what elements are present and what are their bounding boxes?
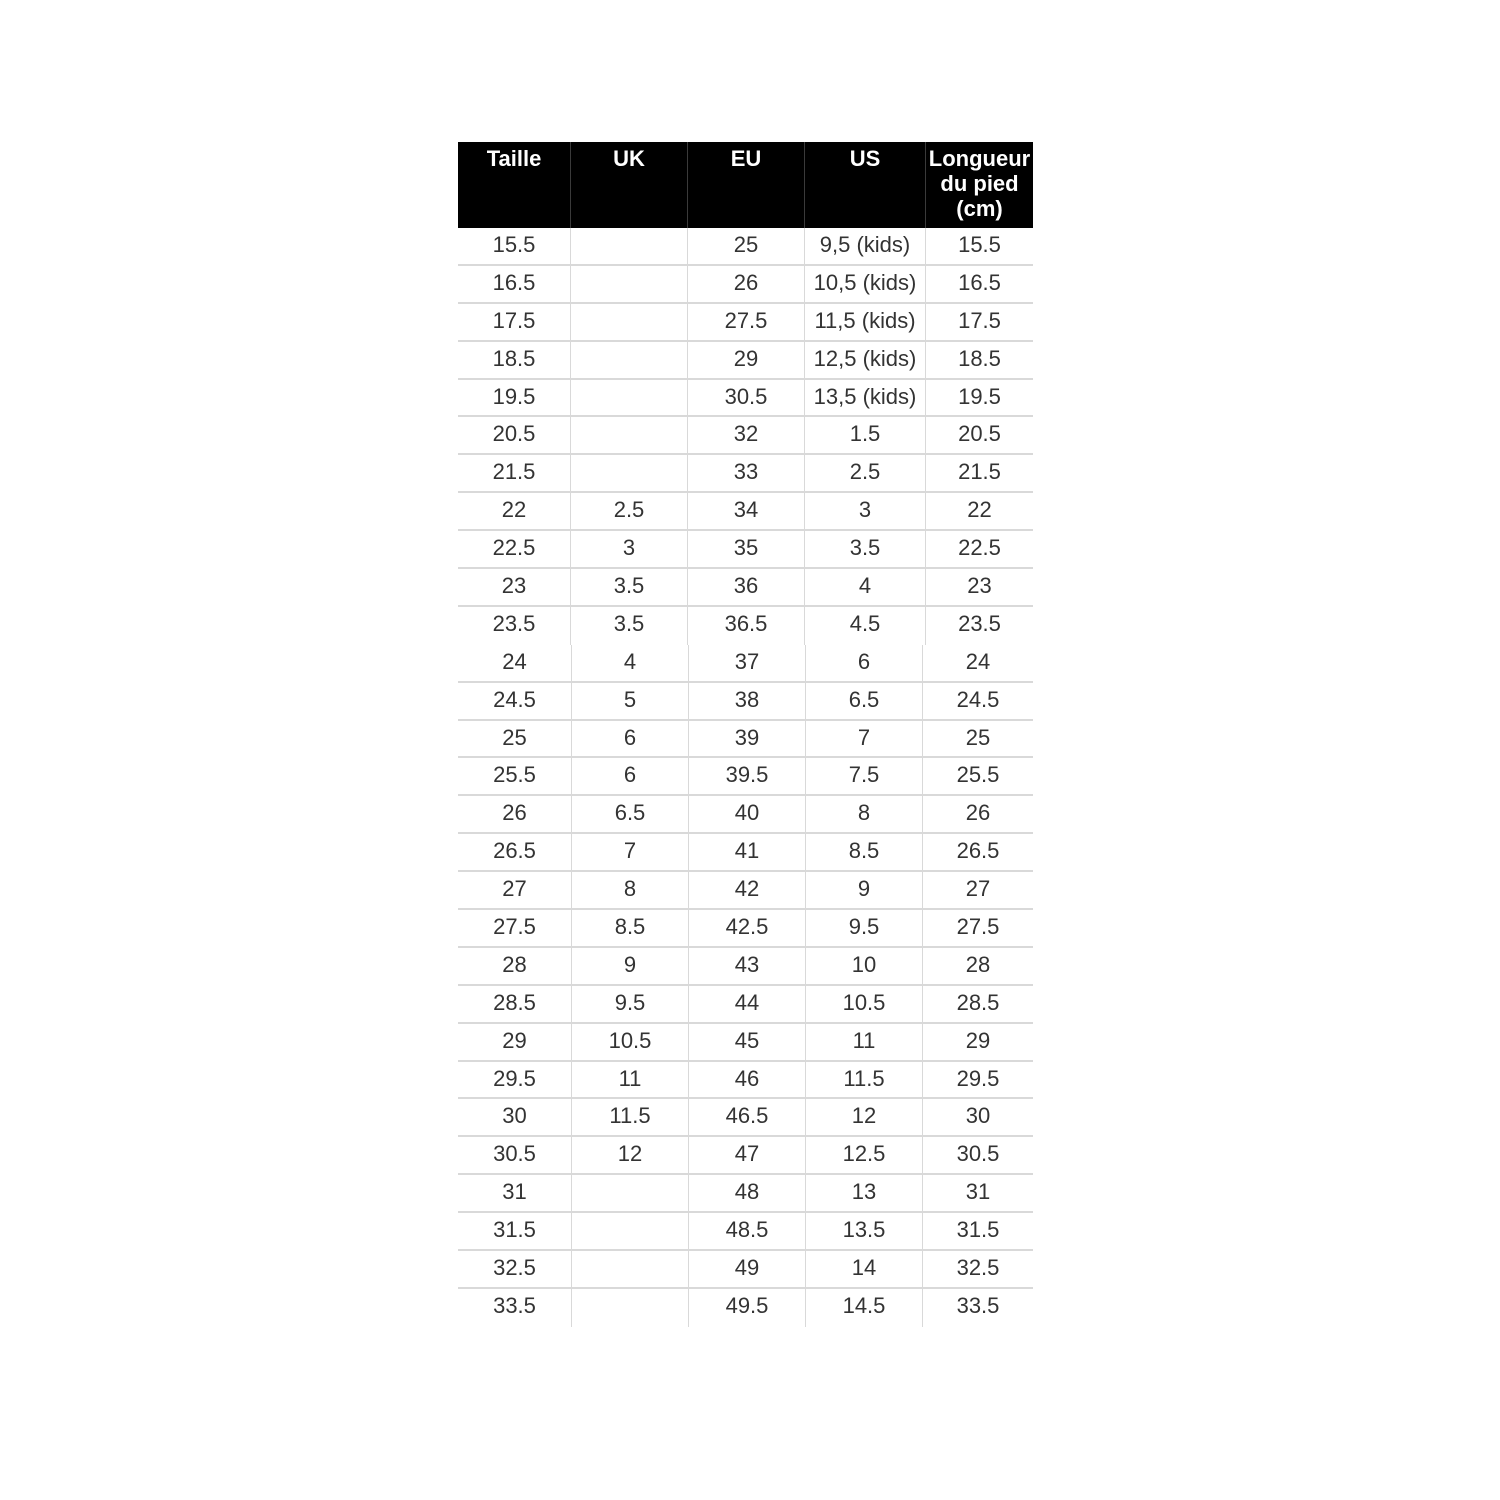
cell-longueur: 31 <box>965 1179 991 1205</box>
cell-uk <box>571 228 688 264</box>
cell-us: 2.5 <box>805 455 926 491</box>
cell-eu: 47 <box>689 1137 806 1173</box>
cell-uk: 12 <box>572 1137 689 1173</box>
cell-uk <box>572 1289 689 1327</box>
cell-eu: 34 <box>688 493 805 529</box>
cell-taille: 25 <box>458 721 572 757</box>
cell-longueur: 24.5 <box>956 686 1000 712</box>
table-row <box>458 380 1033 418</box>
cell-eu: 30.5 <box>688 380 805 416</box>
cell-us: 13.5 <box>806 1213 923 1249</box>
cell-us: 14 <box>806 1251 923 1287</box>
cell-eu: 48.5 <box>689 1213 806 1249</box>
cell-taille: 29.5 <box>458 1062 572 1098</box>
cell-eu: 38 <box>689 683 806 719</box>
cell-uk: 8.5 <box>572 910 689 946</box>
cell-eu: 43 <box>689 948 806 984</box>
cell-longueur: 31.5 <box>956 1217 1000 1243</box>
cell-uk: 9 <box>572 948 689 984</box>
cell-taille: 32.5 <box>458 1251 572 1287</box>
cell-us: 9 <box>806 872 923 908</box>
cell-longueur: 29 <box>965 1027 991 1053</box>
cell-longueur: 23.5 <box>958 610 1001 636</box>
cell-uk: 5 <box>572 683 689 719</box>
cell-taille: 31 <box>458 1175 572 1211</box>
cell-taille: 28 <box>458 948 572 984</box>
cell-us: 8 <box>806 796 923 832</box>
cell-longueur: 19.5 <box>958 383 1001 409</box>
cell-uk: 10.5 <box>572 1024 689 1060</box>
table-body-top <box>458 228 1033 645</box>
cell-uk: 11 <box>572 1062 689 1098</box>
table-row <box>458 645 1033 683</box>
table-row <box>458 872 1033 910</box>
table-row <box>458 683 1033 721</box>
cell-longueur: 21.5 <box>958 459 1001 485</box>
cell-taille: 31.5 <box>458 1213 572 1249</box>
table-row <box>458 342 1033 380</box>
cell-taille: 23.5 <box>458 607 571 645</box>
cell-us: 13,5 (kids) <box>805 380 926 416</box>
cell-us: 13 <box>806 1175 923 1211</box>
cell-eu: 49 <box>689 1251 806 1287</box>
cell-eu: 32 <box>688 417 805 453</box>
cell-us: 3.5 <box>805 531 926 567</box>
cell-taille: 16.5 <box>458 266 571 302</box>
table-row <box>458 796 1033 834</box>
cell-taille: 17.5 <box>458 304 571 340</box>
table-row <box>458 910 1033 948</box>
table-row <box>458 228 1033 266</box>
cell-us: 10,5 (kids) <box>805 266 926 302</box>
header-longueur-pied: Longueur du pied (cm) <box>928 146 1031 221</box>
cell-eu: 45 <box>689 1024 806 1060</box>
cell-uk <box>571 342 688 378</box>
cell-us: 6.5 <box>806 683 923 719</box>
cell-taille: 26 <box>458 796 572 832</box>
cell-longueur: 15.5 <box>958 232 1001 257</box>
cell-eu: 40 <box>689 796 806 832</box>
cell-longueur: 27 <box>965 876 991 902</box>
table-row <box>458 455 1033 493</box>
table-row <box>458 1099 1033 1137</box>
cell-us: 9.5 <box>806 910 923 946</box>
table-row <box>458 607 1033 645</box>
cell-eu: 27.5 <box>688 304 805 340</box>
table-row <box>458 1251 1033 1289</box>
header-eu: EU <box>688 142 805 228</box>
cell-us: 1.5 <box>805 417 926 453</box>
table-row <box>458 531 1033 569</box>
cell-eu: 44 <box>689 986 806 1022</box>
cell-eu: 33 <box>688 455 805 491</box>
cell-uk: 8 <box>572 872 689 908</box>
cell-uk <box>571 455 688 491</box>
cell-taille: 24.5 <box>458 683 572 719</box>
cell-eu: 39.5 <box>689 758 806 794</box>
cell-longueur: 26 <box>965 800 991 826</box>
cell-us: 11,5 (kids) <box>805 304 926 340</box>
cell-us: 7 <box>806 721 923 757</box>
table-row <box>458 1062 1033 1100</box>
cell-taille: 28.5 <box>458 986 572 1022</box>
cell-longueur: 27.5 <box>956 914 1000 940</box>
cell-longueur: 26.5 <box>956 838 1000 864</box>
cell-uk <box>572 1251 689 1287</box>
table-row <box>458 986 1033 1024</box>
header-uk: UK <box>571 142 688 228</box>
cell-uk <box>571 266 688 302</box>
cell-longueur: 22 <box>967 497 992 523</box>
table-row <box>458 721 1033 759</box>
cell-longueur: 32.5 <box>956 1255 1000 1281</box>
cell-us: 12,5 (kids) <box>805 342 926 378</box>
cell-eu: 29 <box>688 342 805 378</box>
cell-eu: 39 <box>689 721 806 757</box>
table-row <box>458 1213 1033 1251</box>
cell-uk: 3.5 <box>571 607 688 645</box>
table-row <box>458 1289 1033 1327</box>
cell-taille: 30.5 <box>458 1137 572 1173</box>
cell-uk <box>572 1213 689 1249</box>
cell-taille: 22 <box>458 493 571 529</box>
cell-taille: 30 <box>458 1099 572 1135</box>
cell-longueur: 30.5 <box>956 1141 1000 1167</box>
table-row <box>458 1175 1033 1213</box>
header-row <box>458 142 1033 228</box>
cell-uk <box>571 417 688 453</box>
table-row <box>458 834 1033 872</box>
table-row <box>458 417 1033 455</box>
cell-us: 8.5 <box>806 834 923 870</box>
cell-uk <box>571 380 688 416</box>
cell-eu: 49.5 <box>689 1289 806 1327</box>
cell-eu: 42 <box>689 872 806 908</box>
cell-uk <box>571 304 688 340</box>
cell-taille: 20.5 <box>458 417 571 453</box>
cell-taille: 18.5 <box>458 342 571 378</box>
cell-taille: 22.5 <box>458 531 571 567</box>
cell-uk: 6 <box>572 721 689 757</box>
table-row <box>458 304 1033 342</box>
cell-taille: 27 <box>458 872 572 908</box>
cell-longueur: 29.5 <box>956 1065 1000 1091</box>
header-taille: Taille <box>458 142 571 228</box>
cell-us: 9,5 (kids) <box>805 228 926 264</box>
cell-longueur: 33.5 <box>956 1292 1000 1318</box>
cell-uk: 7 <box>572 834 689 870</box>
cell-longueur: 16.5 <box>958 269 1001 295</box>
table-body-bottom <box>458 645 1033 1327</box>
cell-taille: 21.5 <box>458 455 571 491</box>
cell-longueur: 17.5 <box>958 307 1001 333</box>
cell-taille: 23 <box>458 569 571 605</box>
cell-eu: 35 <box>688 531 805 567</box>
cell-eu: 46 <box>689 1062 806 1098</box>
cell-uk: 11.5 <box>572 1099 689 1135</box>
table-row <box>458 266 1033 304</box>
cell-uk: 6 <box>572 758 689 794</box>
cell-uk: 6.5 <box>572 796 689 832</box>
cell-eu: 36.5 <box>688 607 805 645</box>
cell-longueur: 28 <box>965 951 991 977</box>
cell-longueur: 18.5 <box>958 345 1001 371</box>
cell-us: 11 <box>806 1024 923 1060</box>
table-row <box>458 1137 1033 1175</box>
header-us: US <box>805 142 926 228</box>
cell-us: 10 <box>806 948 923 984</box>
cell-us: 12.5 <box>806 1137 923 1173</box>
cell-taille: 24 <box>458 645 572 681</box>
cell-taille: 19.5 <box>458 380 571 416</box>
cell-longueur: 20.5 <box>958 421 1001 447</box>
cell-longueur: 25 <box>965 724 991 750</box>
cell-eu: 36 <box>688 569 805 605</box>
cell-uk: 9.5 <box>572 986 689 1022</box>
cell-uk: 3.5 <box>571 569 688 605</box>
cell-us: 11.5 <box>806 1062 923 1098</box>
cell-eu: 25 <box>688 228 805 264</box>
cell-taille: 25.5 <box>458 758 572 794</box>
cell-longueur: 28.5 <box>956 989 1000 1015</box>
cell-longueur: 25.5 <box>956 762 1000 788</box>
cell-us: 6 <box>806 645 923 681</box>
cell-longueur: 23 <box>967 573 992 599</box>
table-row <box>458 493 1033 531</box>
table-row <box>458 758 1033 796</box>
cell-taille: 29 <box>458 1024 572 1060</box>
cell-us: 4 <box>805 569 926 605</box>
cell-eu: 37 <box>689 645 806 681</box>
cell-eu: 26 <box>688 266 805 302</box>
cell-eu: 48 <box>689 1175 806 1211</box>
table-row <box>458 569 1033 607</box>
cell-us: 14.5 <box>806 1289 923 1327</box>
cell-uk: 3 <box>571 531 688 567</box>
cell-taille: 27.5 <box>458 910 572 946</box>
cell-taille: 26.5 <box>458 834 572 870</box>
size-chart-table <box>458 142 1033 1327</box>
cell-us: 7.5 <box>806 758 923 794</box>
cell-taille: 15.5 <box>458 228 571 264</box>
cell-eu: 46.5 <box>689 1099 806 1135</box>
cell-us: 12 <box>806 1099 923 1135</box>
cell-uk: 2.5 <box>571 493 688 529</box>
table-row <box>458 1024 1033 1062</box>
cell-eu: 42.5 <box>689 910 806 946</box>
table-row <box>458 948 1033 986</box>
cell-us: 4.5 <box>805 607 926 645</box>
cell-uk: 4 <box>572 645 689 681</box>
cell-longueur: 24 <box>965 648 991 674</box>
cell-longueur: 22.5 <box>958 535 1001 561</box>
cell-taille: 33.5 <box>458 1289 572 1327</box>
cell-uk <box>572 1175 689 1211</box>
cell-us: 10.5 <box>806 986 923 1022</box>
cell-us: 3 <box>805 493 926 529</box>
cell-eu: 41 <box>689 834 806 870</box>
cell-longueur: 30 <box>965 1103 991 1129</box>
